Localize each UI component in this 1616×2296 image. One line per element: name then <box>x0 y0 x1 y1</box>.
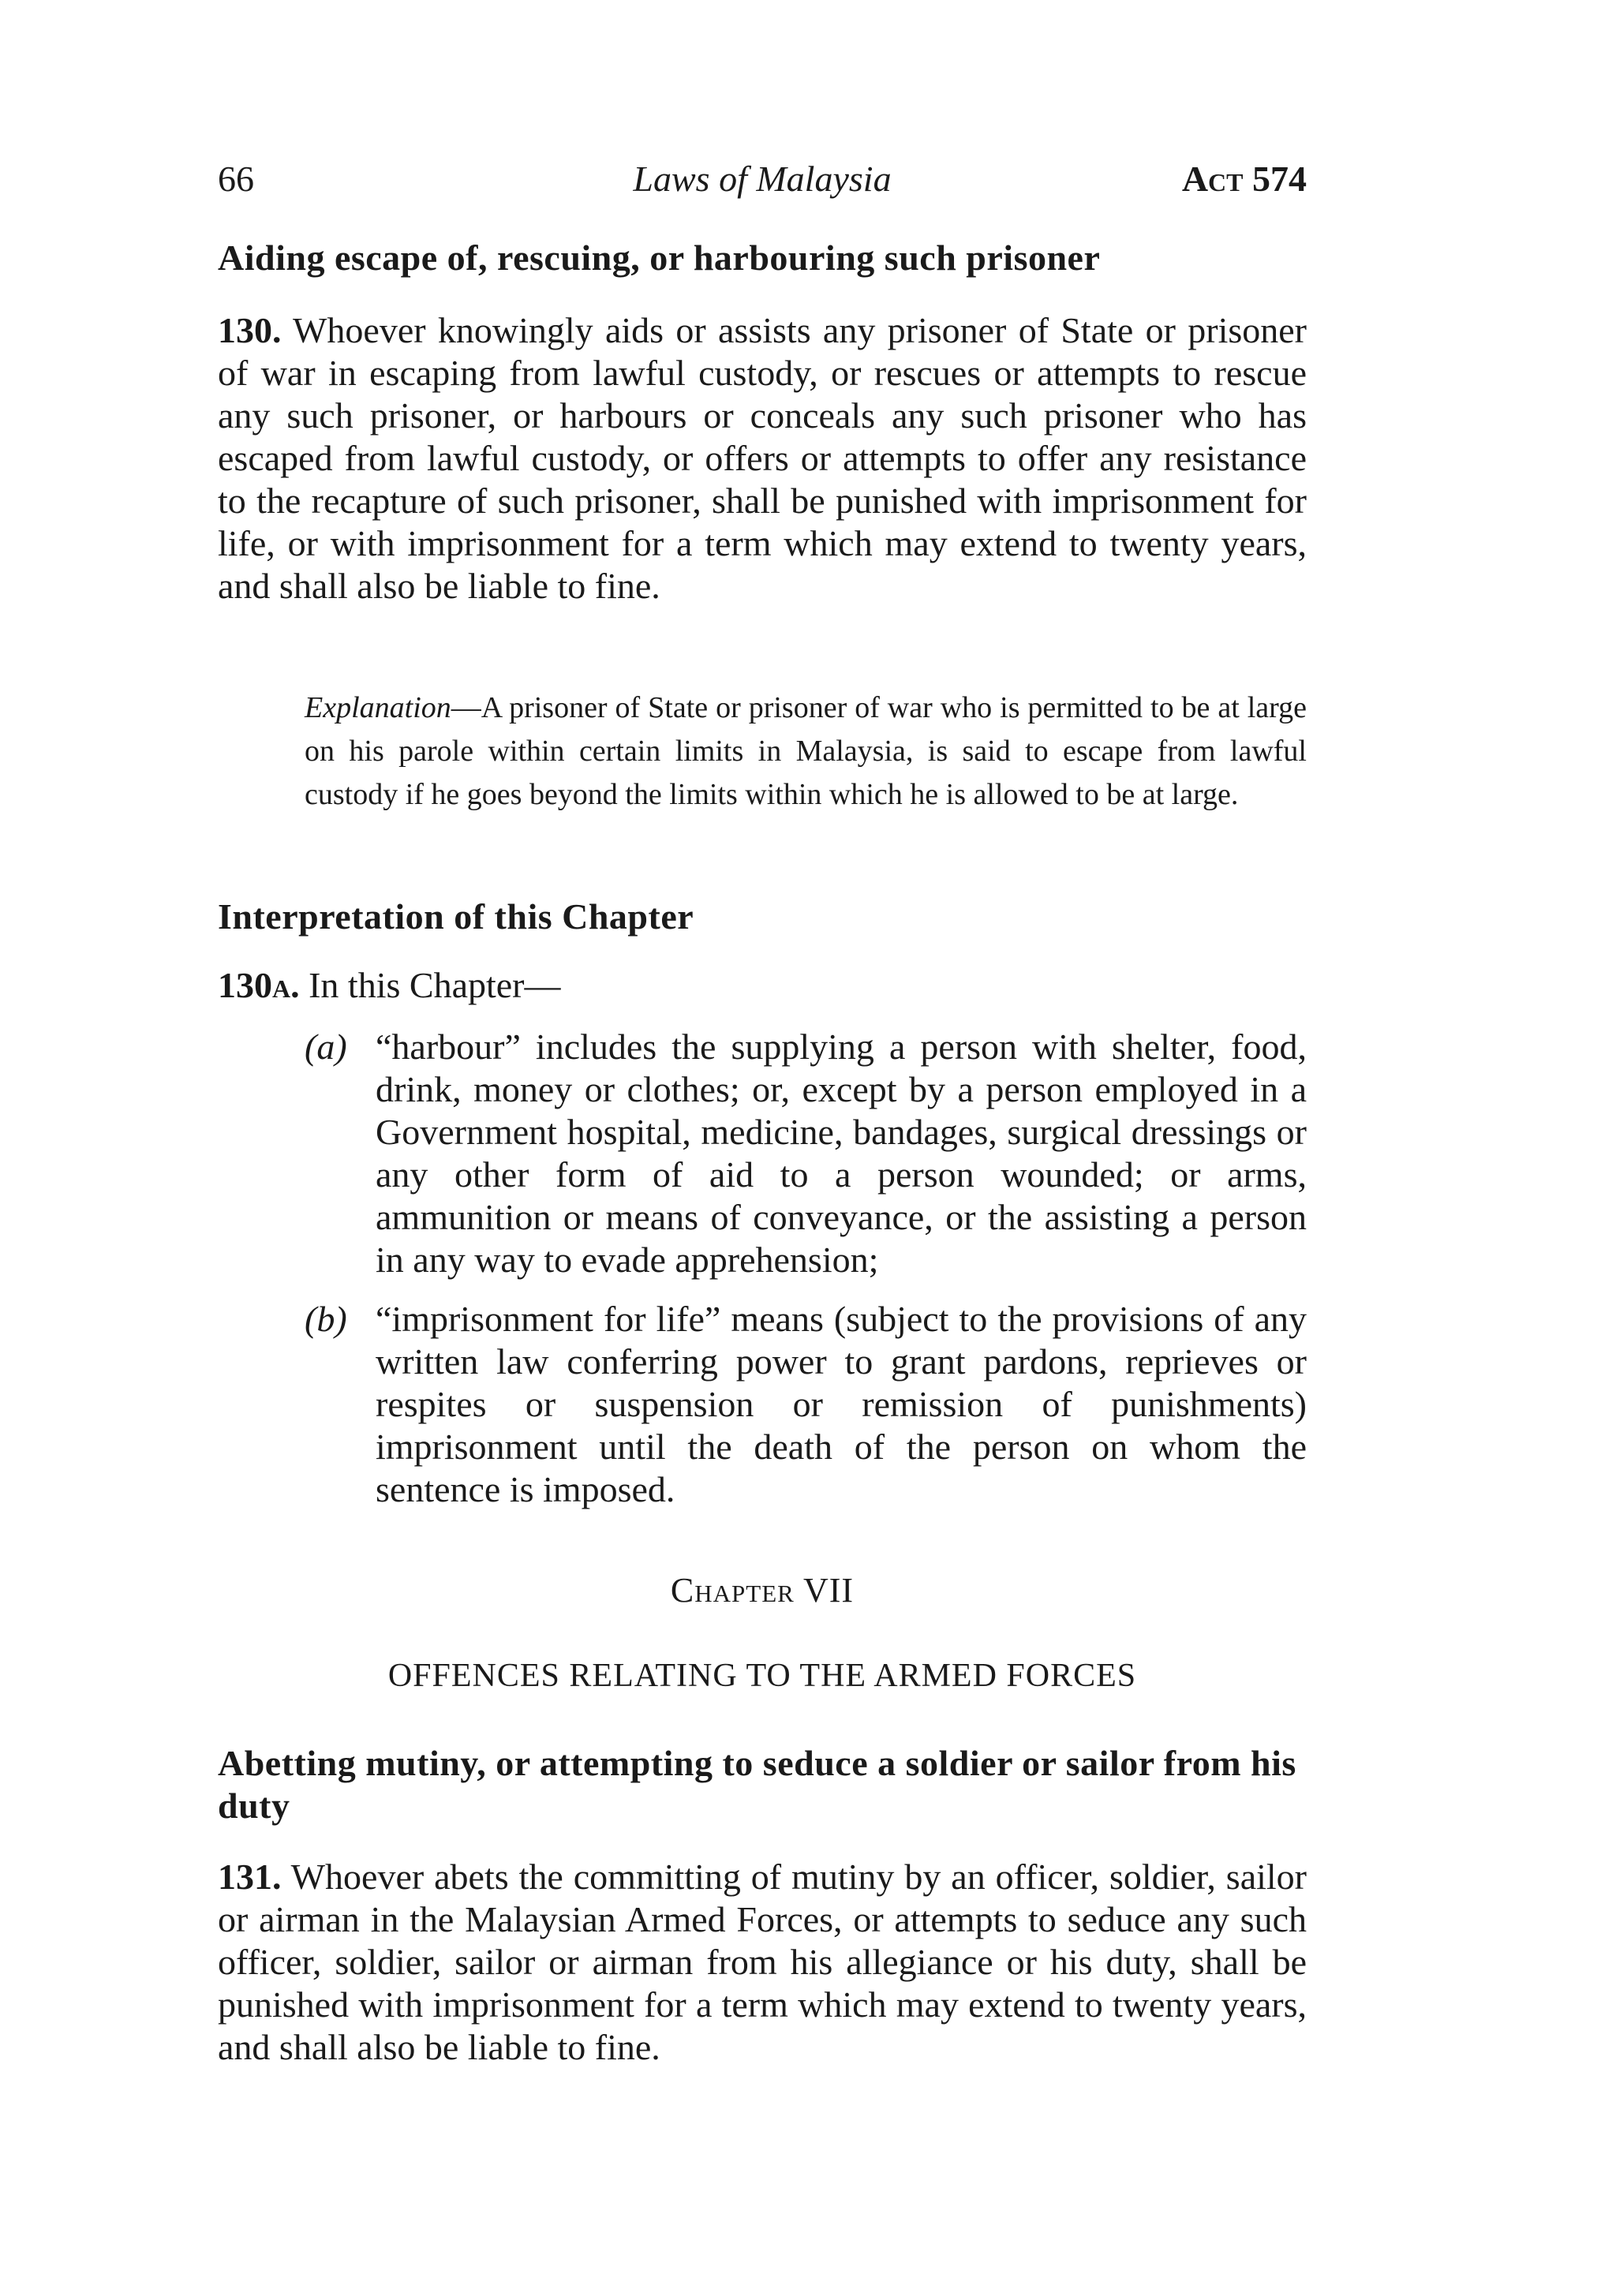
explanation-label: Explanation <box>305 691 451 724</box>
section-130-text: Whoever knowingly aids or assists any prisoner of State or prisoner of war in escaping from lawful custody, or rescues or attempts to rescue any such prisoner, or harbours or conceals any such prisoner who has escaped from lawful custody, or offers or attempts to offer any resistance to the recapture of such prisoner, shall be punished with imprisonment for life, or with imprisonment for a term which may extend to twenty years, and shall also be liable to fine. <box>218 310 1307 606</box>
section-131-text: Whoever abets the committing of mutiny by an officer, soldier, sailor or airman in the Malaysian Armed Forces, or attempts to seduce any such officer, soldier, sailor or airman from his allegiance or his duty, shall be punished with imprisonment for a term which may extend to twenty years, and shall also be liable to fine. <box>218 1857 1307 2067</box>
section-130a-intro: In this Chapter— <box>309 965 561 1005</box>
explanation-text: —A prisoner of State or prisoner of war who is permitted to be at large on his parole within certain limits in Malaysia, is said to escape from lawful custody if he goes beyond the limits within which he is allowed to be at large. <box>305 691 1307 811</box>
section-131-heading: Abetting mutiny, or attempting to seduce a soldier or sailor from his duty <box>218 1743 1296 1826</box>
section-131-number: 131. <box>218 1857 282 1897</box>
section-130a-intro-line <box>218 964 1307 1007</box>
section-130-explanation <box>305 686 1307 817</box>
section-130a-heading: Interpretation of this Chapter <box>218 896 694 937</box>
section-130-body <box>218 309 1307 608</box>
section-131-body <box>218 1856 1307 2069</box>
running-header <box>218 158 1307 205</box>
section-130a-number: 130a. <box>218 965 300 1005</box>
section-130-number: 130. <box>218 310 282 350</box>
chapter-title: OFFENCES RELATING TO THE ARMED FORCES <box>387 1658 1137 1694</box>
section-130-heading: Aiding escape of, rescuing, or harbouring such prisoner <box>218 237 1101 278</box>
definition-harbour <box>305 1026 1307 1281</box>
para-text: “imprisonment for life” means (subject to the provisions of any written law conferring power to grant pardons, reprieves or respites or suspension or remission of punishments) imprisonment until the death of the person on whom the sentence is imposed. <box>376 1299 1307 1509</box>
para-label: (b) <box>305 1299 347 1339</box>
chapter-number: Chapter VII <box>670 1571 855 1610</box>
page-number: 66 <box>218 159 254 199</box>
para-text: “harbour” includes the supplying a person with shelter, food, drink, money or clothes; or, except by a person employed in a Government hospital, medicine, bandages, surgical dressings or any other form of aid to a person wounded; or arms, ammunition or means of conveyance, or the assisting a person in any way to evade apprehension; <box>376 1026 1307 1280</box>
definition-imprisonment-for-life <box>305 1298 1307 1511</box>
act-number: Act 574 <box>1181 159 1307 199</box>
para-label: (a) <box>305 1026 347 1067</box>
publication-title: Laws of Malaysia <box>633 159 892 199</box>
